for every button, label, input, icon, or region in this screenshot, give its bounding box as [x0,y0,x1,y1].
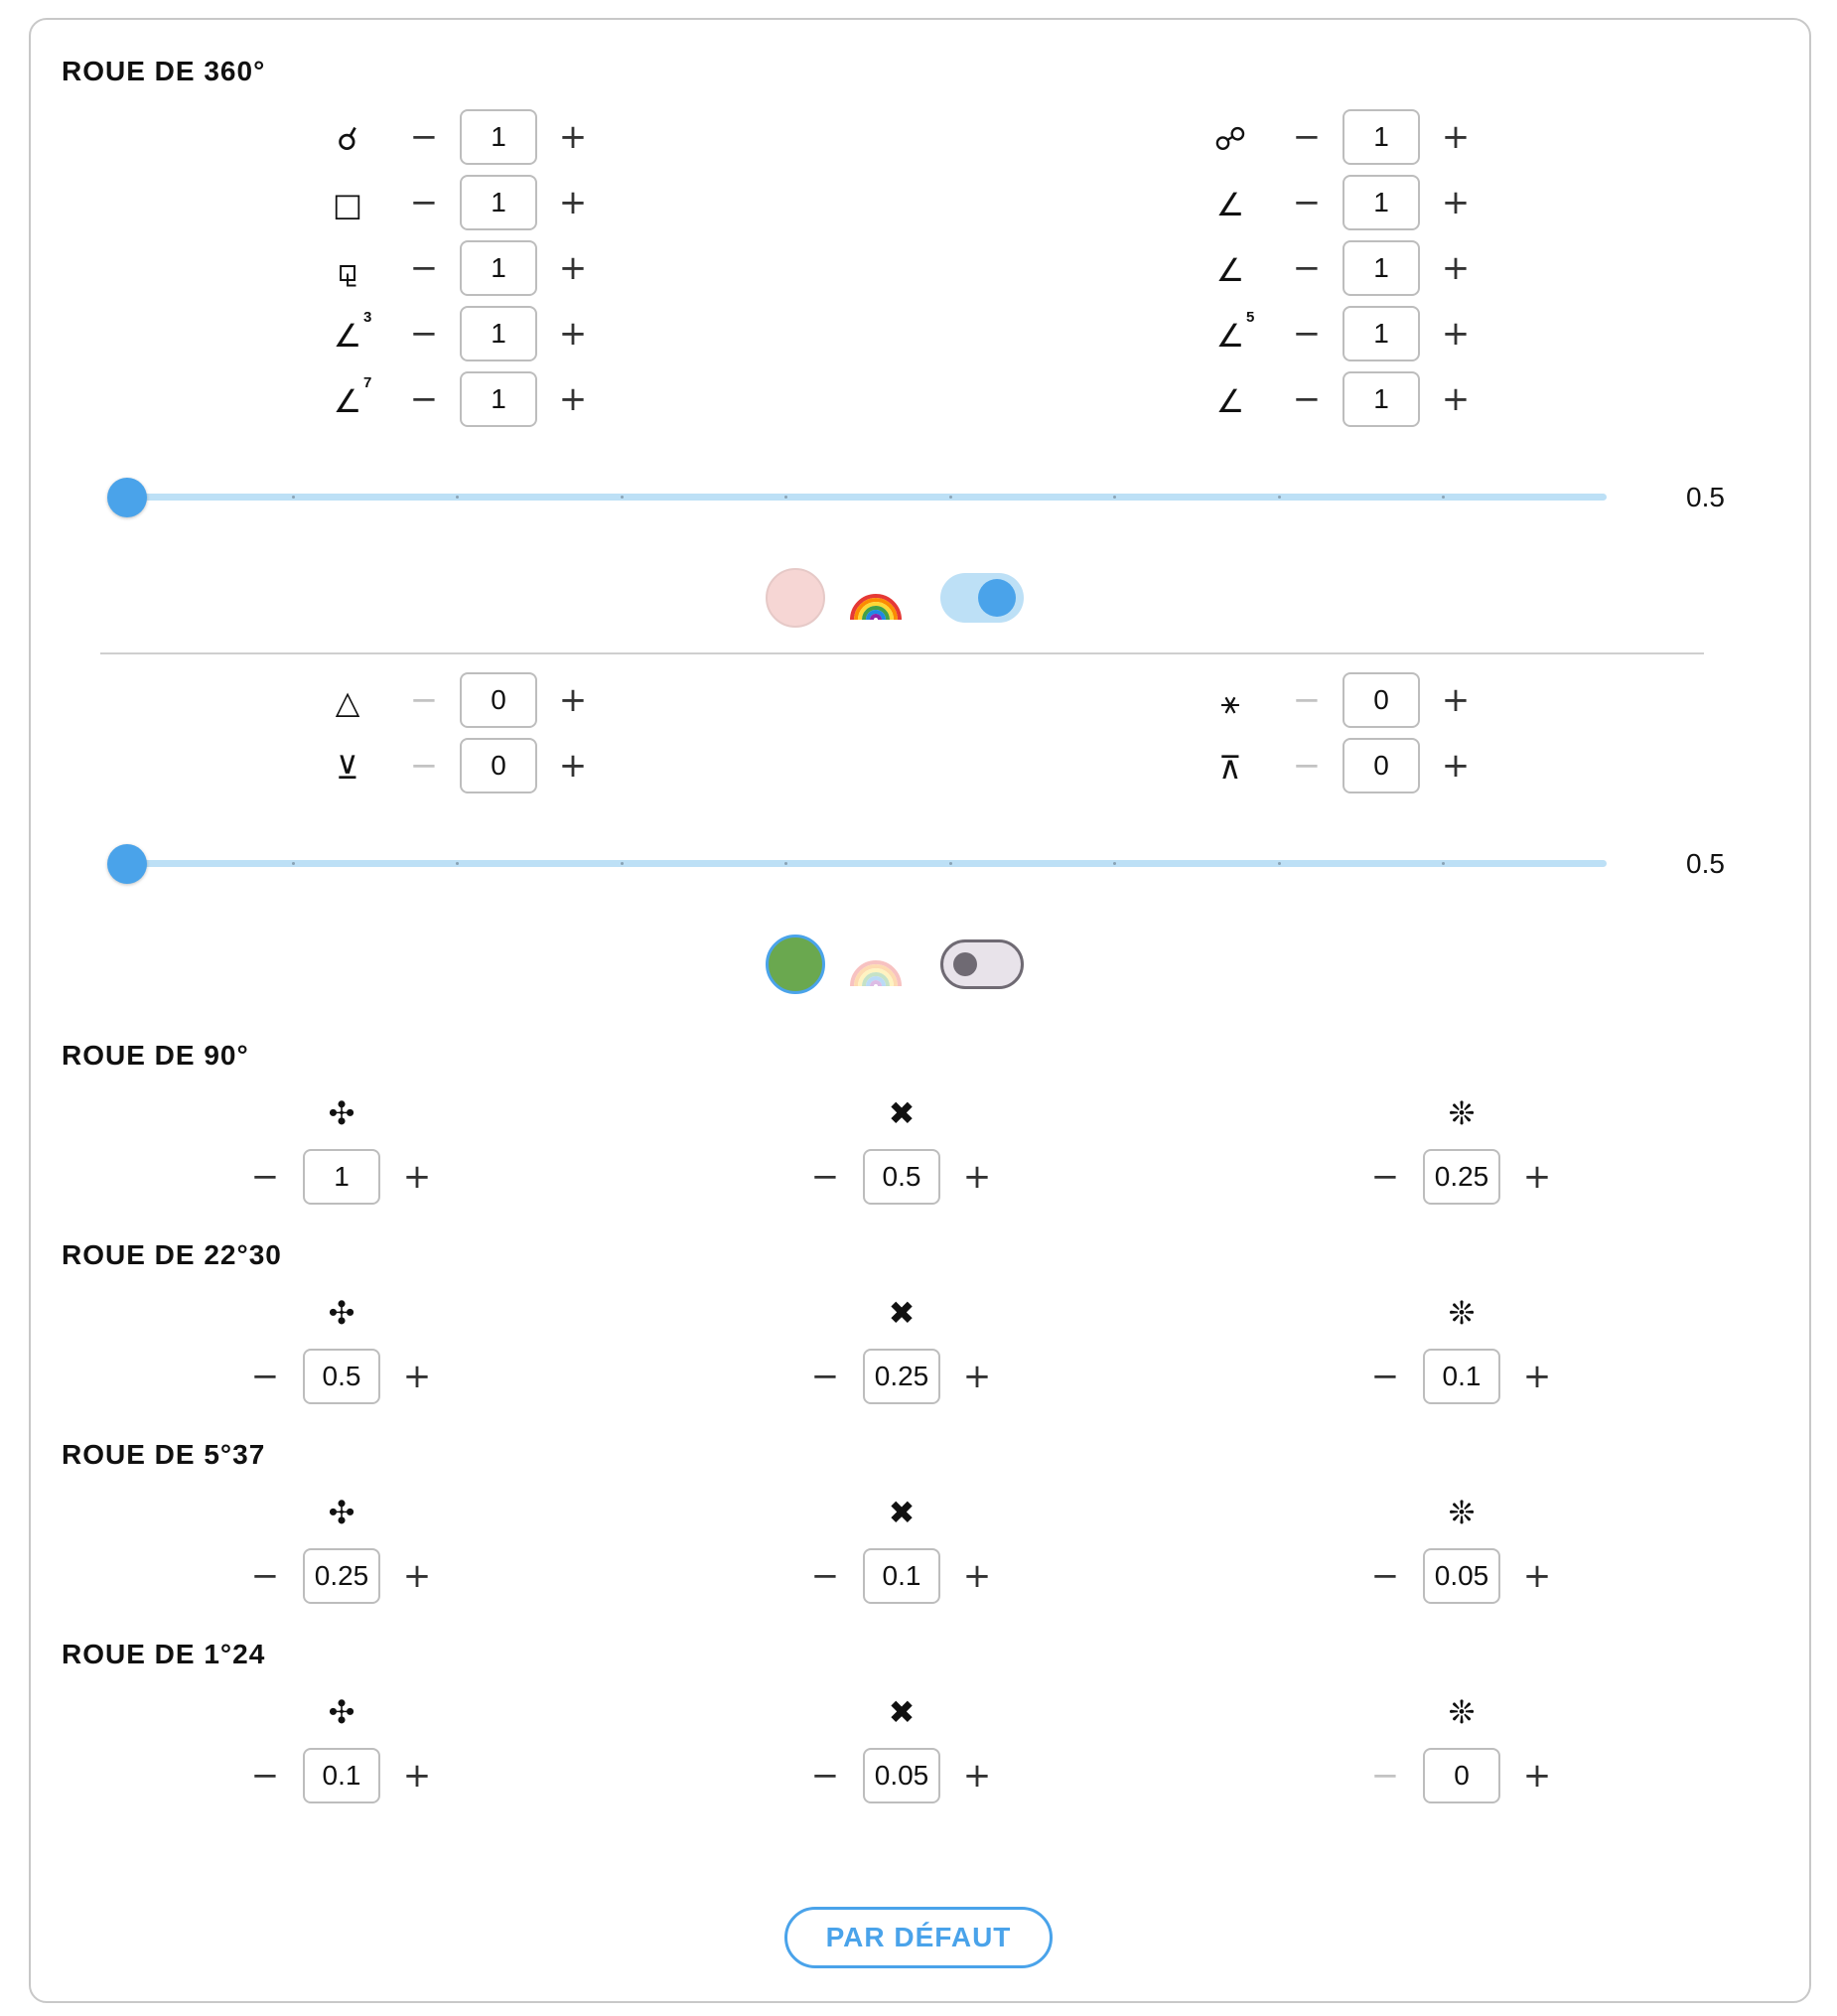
orb-value-field[interactable]: 1 [460,175,537,230]
section-title-22-30: ROUE DE 22°30 [62,1239,282,1270]
orb-slider-thumb[interactable] [107,478,147,517]
decrement-button[interactable]: − [1370,1556,1400,1596]
decrement-button[interactable]: − [409,746,439,786]
value-field[interactable]: 0.1 [1423,1349,1500,1404]
angle-glyph: ∠ [333,317,362,355]
increment-button[interactable]: + [1522,1556,1552,1596]
x-arrows-icon: ✖ [888,1693,916,1731]
slider-tick [1442,862,1445,865]
value-field[interactable]: 0 [1423,1748,1500,1803]
decrement-button[interactable]: − [1370,1157,1400,1197]
asterisk-arrows-icon: ❊ [1448,1094,1476,1132]
section-title-90: ROUE DE 90° [62,1040,249,1071]
decrement-button[interactable]: − [1370,1756,1400,1796]
orb-slider-track[interactable] [127,494,1607,501]
decrement-button[interactable]: − [1292,314,1322,354]
value-field[interactable]: 0.25 [1423,1149,1500,1205]
toggle-switch[interactable] [940,573,1024,623]
increment-button[interactable]: + [962,1157,992,1197]
value-field[interactable]: 0.5 [303,1349,380,1404]
biquintile-icon: ∠ [1215,382,1245,420]
decrement-button[interactable]: − [250,1556,280,1596]
cross-arrows-icon: ✣ [328,1693,355,1731]
slider-tick [1113,496,1116,499]
asterisk-arrows-icon: ❊ [1448,1294,1476,1332]
decrement-button[interactable]: − [409,379,439,419]
increment-button[interactable]: + [1441,314,1471,354]
increment-button[interactable]: + [962,1357,992,1396]
opposition-icon: ☍ [1213,120,1247,158]
trine-icon: △ [335,683,360,721]
slider-tick [292,496,295,499]
section-title-1-24: ROUE DE 1°24 [62,1639,266,1669]
cross-arrows-icon: ✣ [328,1294,355,1332]
increment-button[interactable]: + [1441,183,1471,222]
color-swatch[interactable] [766,568,825,628]
sesquiquadrate-icon: ⚼ [336,250,359,289]
increment-button[interactable]: + [402,1357,432,1396]
decrement-button[interactable]: − [1292,379,1322,419]
increment-button[interactable]: + [558,314,588,354]
orb-value-field[interactable]: 1 [460,240,537,296]
value-field[interactable]: 0.05 [863,1748,940,1803]
decrement-button[interactable]: − [1292,117,1322,157]
decrement-button[interactable]: − [409,183,439,222]
slider-tick [456,496,459,499]
increment-button[interactable]: + [402,1157,432,1197]
increment-button[interactable]: + [1522,1357,1552,1396]
decrement-button[interactable]: − [1292,248,1322,288]
semisextile-angle-icon: ∠ [1215,251,1245,289]
decrement-button[interactable]: − [250,1357,280,1396]
value-field[interactable]: 0.25 [303,1548,380,1604]
slider-tick [1442,496,1445,499]
increment-button[interactable]: + [1522,1157,1552,1197]
cross-arrows-icon: ✣ [328,1494,355,1531]
cross-arrows-icon: ✣ [328,1094,355,1132]
slider-tick [456,862,459,865]
section-title-360: ROUE DE 360° [62,56,266,86]
decrement-button[interactable]: − [810,1357,840,1396]
aspect-superscript: 7 [363,374,372,391]
orb-value-field[interactable]: 1 [1342,109,1420,165]
decrement-button[interactable]: − [1370,1357,1400,1396]
value-field[interactable]: 1 [303,1149,380,1205]
increment-button[interactable]: + [1441,117,1471,157]
increment-button[interactable]: + [558,248,588,288]
value-field[interactable]: 0.1 [863,1548,940,1604]
slider-tick [1113,862,1116,865]
increment-button[interactable]: + [1441,248,1471,288]
default-button[interactable]: PAR DÉFAUT [784,1907,1053,1968]
toggle-knob [978,579,1016,617]
decrement-button[interactable]: − [1292,680,1322,720]
increment-button[interactable]: + [1441,680,1471,720]
novile-3-icon [318,306,377,365]
increment-button[interactable]: + [558,117,588,157]
section-title-5-37: ROUE DE 5°37 [62,1439,266,1470]
angle-glyph: ∠ [333,382,362,420]
orb-value-field[interactable]: 1 [460,109,537,165]
slider-tick [621,496,624,499]
semisquare-icon: ∠ [1215,186,1245,223]
slider-tick [621,862,624,865]
septile-7-icon [318,371,377,431]
increment-button[interactable]: + [558,680,588,720]
aspect-superscript: 5 [1246,309,1255,326]
decrement-button[interactable]: − [250,1157,280,1197]
slider-tick [784,496,787,499]
orb-value-field[interactable]: 1 [1342,175,1420,230]
conjunction-icon: ☌ [337,120,358,158]
decrement-button[interactable]: − [1292,183,1322,222]
value-field[interactable]: 0.5 [863,1149,940,1205]
increment-button[interactable]: + [1522,1756,1552,1796]
sextile-icon: ⚹ [1220,682,1240,721]
asterisk-arrows-icon: ❊ [1448,1494,1476,1531]
slider-tick [949,862,952,865]
slider-tick [1278,496,1281,499]
increment-button[interactable]: + [962,1756,992,1796]
increment-button[interactable]: + [558,379,588,419]
orb-value-field[interactable]: 1 [460,371,537,427]
slider-value: 0.5 [1686,848,1725,879]
section-divider [100,652,1704,654]
toggle-switch[interactable] [940,939,1024,989]
decrement-button[interactable]: − [409,314,439,354]
value-field[interactable]: 0.1 [303,1748,380,1803]
square-aspect-icon: □ [332,186,363,223]
x-arrows-icon: ✖ [888,1294,916,1332]
color-swatch[interactable] [766,935,825,994]
decrement-button[interactable]: − [810,1756,840,1796]
increment-button[interactable]: + [962,1556,992,1596]
decrement-button[interactable]: − [250,1756,280,1796]
decrement-button[interactable]: − [409,680,439,720]
aspect-superscript: 3 [363,309,372,326]
decrement-button[interactable]: − [810,1556,840,1596]
toggle-knob [953,952,977,976]
rainbow-icon[interactable] [846,570,906,630]
slider-tick [1278,862,1281,865]
slider-tick [292,862,295,865]
slider-tick [784,862,787,865]
orb-value-field[interactable]: 1 [460,306,537,361]
value-field[interactable]: 0.05 [1423,1548,1500,1604]
slider-value: 0.5 [1686,482,1725,512]
quintile-5-icon [1201,306,1260,365]
slider-tick [949,496,952,499]
increment-button[interactable]: + [1441,379,1471,419]
decrement-button[interactable]: − [409,117,439,157]
angle-glyph: ∠ [1215,317,1245,355]
orb-slider-thumb[interactable] [107,844,147,884]
x-arrows-icon: ✖ [888,1494,916,1531]
quincunx-icon: ⊼ [1218,749,1242,787]
decrement-button[interactable]: − [409,248,439,288]
decrement-button[interactable]: − [1292,746,1322,786]
asterisk-arrows-icon: ❊ [1448,1693,1476,1731]
increment-button[interactable]: + [402,1556,432,1596]
x-arrows-icon: ✖ [888,1094,916,1132]
orb-value-field[interactable]: 0 [1342,738,1420,793]
orb-slider-track[interactable] [127,860,1607,867]
semisextile-icon: ⊻ [336,749,359,787]
orb-value-field[interactable]: 0 [1342,672,1420,728]
increment-button[interactable]: + [1441,746,1471,786]
decrement-button[interactable]: − [810,1157,840,1197]
orb-value-field[interactable]: 0 [460,672,537,728]
increment-button[interactable]: + [558,183,588,222]
orb-value-field[interactable]: 0 [460,738,537,793]
increment-button[interactable]: + [402,1756,432,1796]
orb-value-field[interactable]: 1 [1342,240,1420,296]
rainbow-icon[interactable] [846,936,906,996]
value-field[interactable]: 0.25 [863,1349,940,1404]
orb-value-field[interactable]: 1 [1342,306,1420,361]
orb-value-field[interactable]: 1 [1342,371,1420,427]
increment-button[interactable]: + [558,746,588,786]
